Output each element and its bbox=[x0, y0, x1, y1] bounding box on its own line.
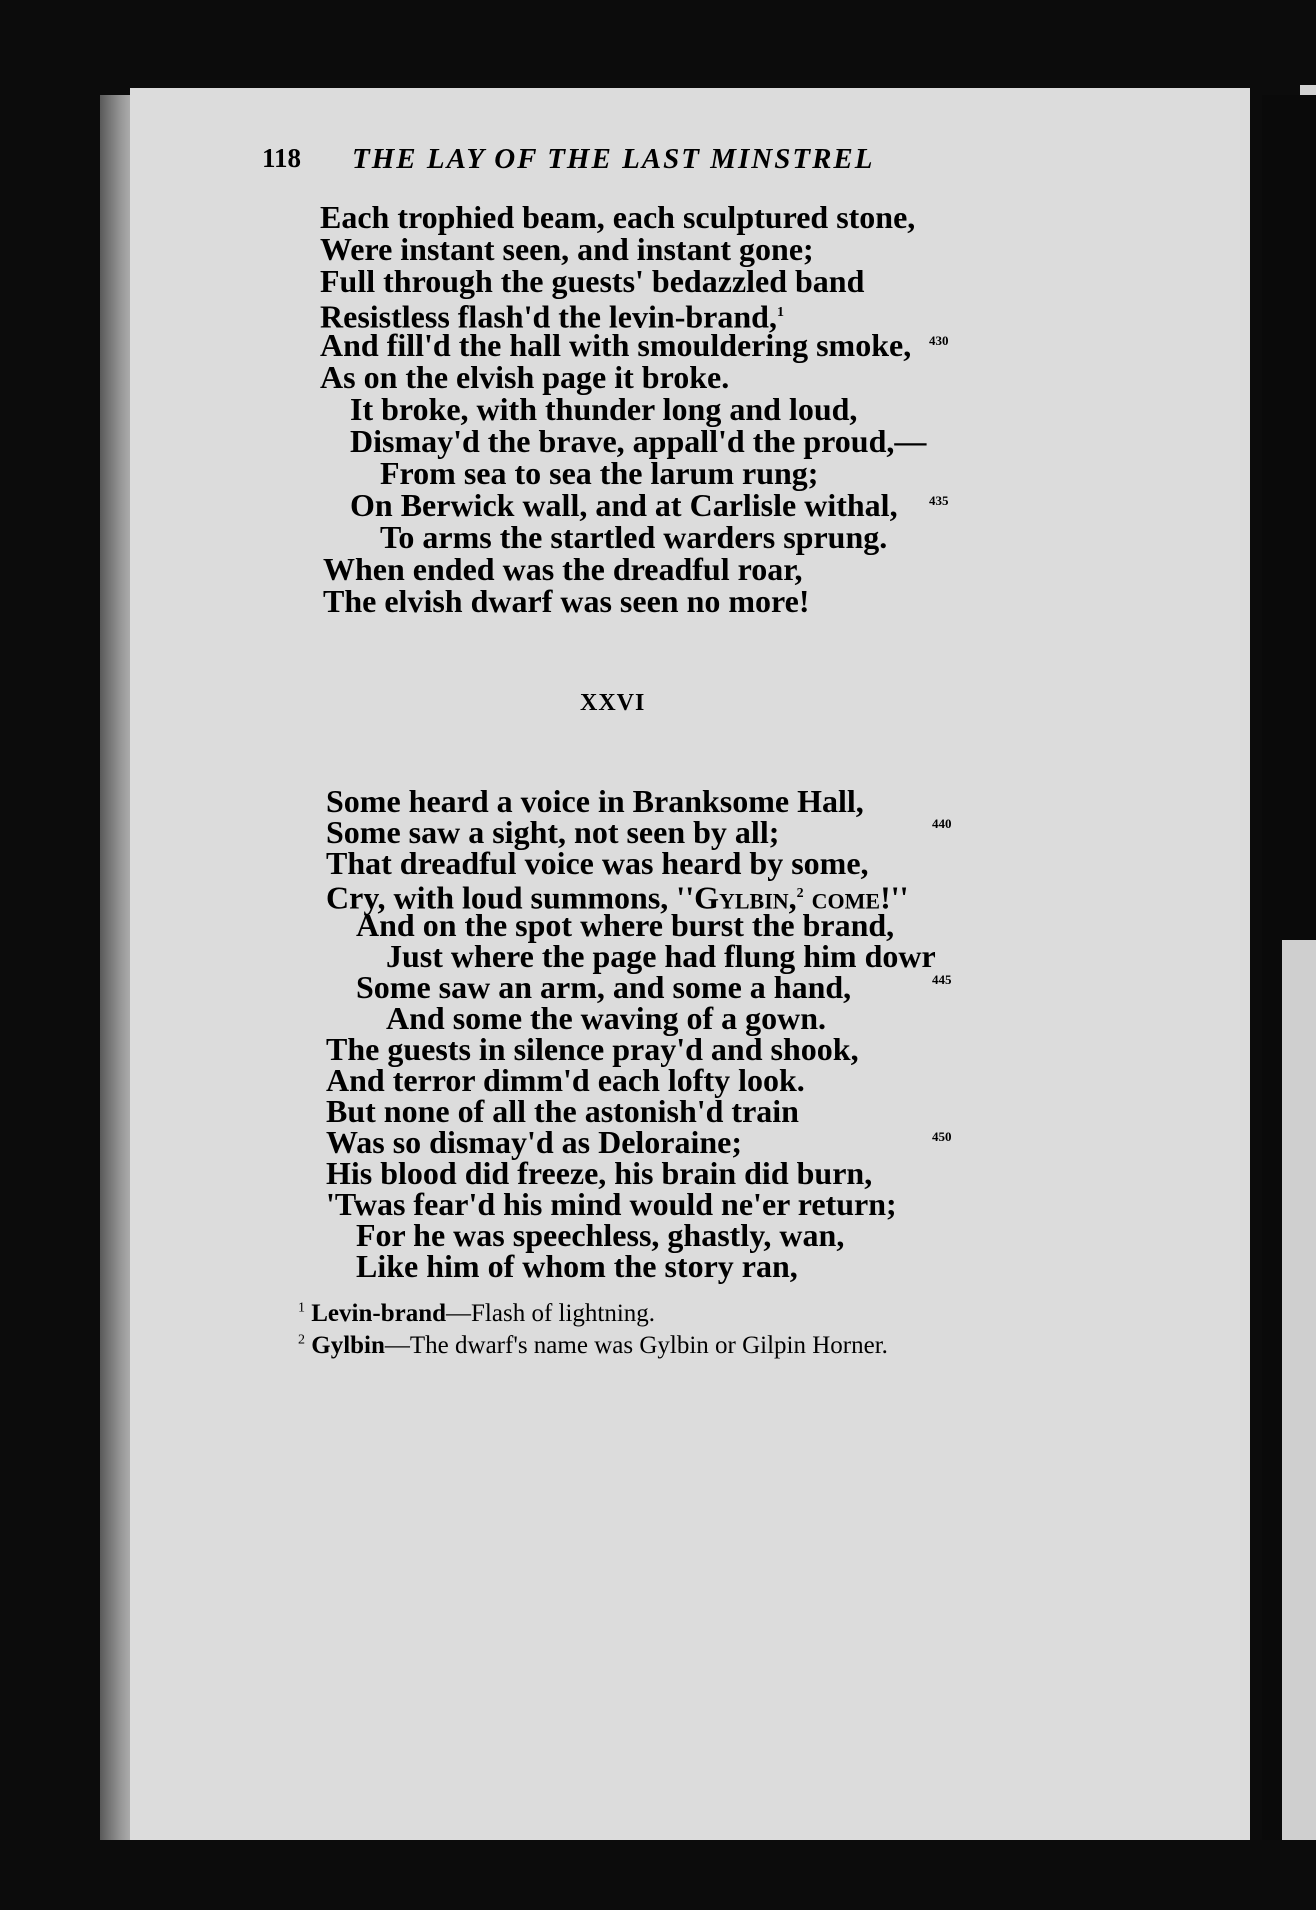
footnote-mark: 2 bbox=[796, 886, 804, 901]
line-number: 445 bbox=[932, 972, 952, 987]
verse-line: Cry, with loud summons, ''Gylbin,$^2$ come!'' bbox=[326, 879, 909, 916]
footnote bbox=[298, 1332, 888, 1360]
verse-line: For he was speechless, ghastly, wan, bbox=[356, 1217, 845, 1253]
line-number: 430 bbox=[929, 333, 949, 348]
verse-line: It broke, with thunder long and loud, bbox=[350, 391, 858, 427]
footnote-term: Levin-brand bbox=[311, 1300, 447, 1327]
verse-line: Some saw an arm, and some a hand, bbox=[356, 969, 852, 1005]
summons-rest: come!'' bbox=[803, 879, 909, 916]
verse-line: Just where the page had flung him dowr bbox=[386, 938, 936, 974]
footnote bbox=[298, 1300, 655, 1328]
facing-page-edge-lower bbox=[1282, 940, 1316, 1840]
line-number: 450 bbox=[932, 1129, 952, 1144]
verse-line: The elvish dwarf was seen no more! bbox=[323, 583, 810, 619]
page-number: 118 bbox=[262, 143, 302, 173]
line-number: 440 bbox=[932, 816, 952, 831]
verse-line: From sea to sea the larum rung; bbox=[380, 455, 819, 491]
running-title: THE LAY OF THE LAST MINSTREL bbox=[352, 143, 875, 175]
verse-line: And some the waving of a gown. bbox=[386, 1000, 827, 1036]
verse-line: 'Twas fear'd his mind would ne'er return; bbox=[326, 1186, 897, 1222]
verse-line: The guests in silence pray'd and shook, bbox=[326, 1031, 859, 1067]
verse-line: His blood did freeze, his brain did burn, bbox=[326, 1155, 873, 1191]
verse-line: Some saw a sight, not seen by all; bbox=[326, 814, 780, 850]
verse-line: Resistless flash'd the levin-brand,$^1$ bbox=[320, 298, 784, 335]
footnote-text: —The dwarf's name was Gylbin or Gilpin Horner. bbox=[384, 1332, 888, 1359]
footnote-term: Gylbin bbox=[311, 1332, 385, 1359]
verse-line: Was so dismay'd as Deloraine; bbox=[326, 1124, 743, 1160]
verse-line: To arms the startled warders sprung. bbox=[380, 519, 888, 555]
verse-line: But none of all the astonish'd train bbox=[326, 1093, 799, 1129]
verse-line: And fill'd the hall with smouldering smoke, bbox=[320, 327, 912, 363]
footnote-number: 2 bbox=[298, 1332, 305, 1348]
footnote-mark: 1 bbox=[776, 305, 784, 320]
footnote-text: —Flash of lightning. bbox=[446, 1300, 656, 1327]
line-number: 435 bbox=[929, 493, 949, 508]
footnote-number: 1 bbox=[298, 1300, 305, 1316]
verse-line: That dreadful voice was heard by some, bbox=[326, 845, 869, 881]
verse-line: On Berwick wall, and at Carlisle withal, bbox=[350, 487, 898, 523]
verse-line: Full through the guests' bedazzled band bbox=[320, 263, 865, 299]
verse-line: Some heard a voice in Branksome Hall, bbox=[326, 783, 864, 819]
verse-line: Dismay'd the brave, appall'd the proud,— bbox=[350, 423, 927, 459]
verse-line: Each trophied beam, each sculptured stone, bbox=[320, 199, 916, 235]
summons-name: Gylbin, bbox=[694, 879, 797, 916]
verse-line: And on the spot where burst the brand, bbox=[356, 907, 895, 943]
verse-line: Were instant seen, and instant gone; bbox=[320, 231, 814, 267]
verse-line: As on the elvish page it broke. bbox=[320, 359, 730, 395]
verse-line: And terror dimm'd each lofty look. bbox=[326, 1062, 805, 1098]
verse-line: When ended was the dreadful roar, bbox=[323, 551, 803, 587]
verse-line: Like him of whom the story ran, bbox=[356, 1248, 798, 1284]
section-heading: XXVI bbox=[580, 690, 646, 716]
